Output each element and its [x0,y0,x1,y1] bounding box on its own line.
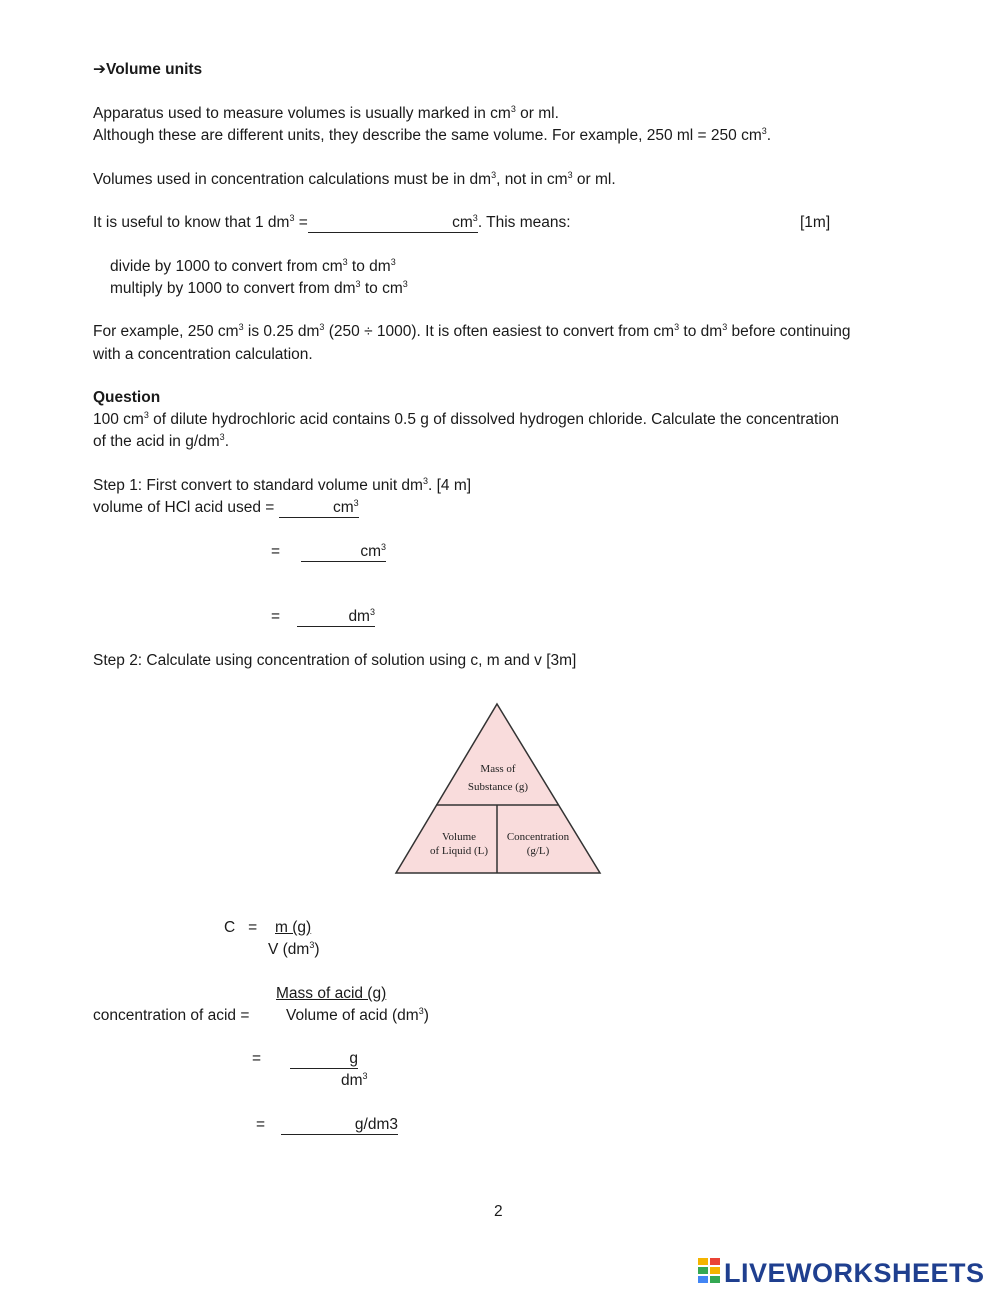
intro-line-2: Although these are different units, they describe the same volume. For example, 250 ml = 250 $cm^3$. [93,126,772,144]
formula-triangle-diagram [393,702,603,877]
useful-fact-line: It is useful to know that 1 $dm^3 = cm^3$. This means: [93,213,571,231]
question-line-1: 100 $cm^3$ of dilute hydrochloric acid contains 0.5 g of dissolved hydrogen chloride. Calculate the concentration [93,410,840,428]
logo-icon [698,1258,720,1283]
triangle-volume-label-2: of Liquid (L) [429,845,489,857]
conc-equals-3: = [256,1116,266,1133]
conc-final-line [281,1115,398,1135]
conc-numerator: Mass of acid (g) [276,985,387,1002]
step1-equals-3: = [271,608,281,625]
final-concentration-answer-blank[interactable]: g/dm3 [281,1116,398,1135]
marks-1m: [1m] [800,214,831,231]
step1-equals-2: = [271,543,281,560]
volume-cm3-answer-blank-1[interactable]: $cm^3$ [279,499,359,518]
triangle-mass-label-1: Mass of [480,763,516,775]
question-line-2: of the acid in $g/dm^3$. [93,432,229,450]
mass-g-answer-blank[interactable]: g [290,1050,358,1069]
step2-title: Step 2: Calculate using concentration of solution using c, m and v [3m] [93,652,577,669]
triangle-mass-label-2: Substance (g) [467,781,529,793]
triangle-volume-label-1: Volume [441,831,477,843]
volume-cm3-answer-blank-2[interactable]: $cm^3$ [301,543,386,562]
logo-text: LIVEWORKSHEETS [724,1258,985,1288]
step1-line-3 [297,607,375,627]
conc-fraction-numerator [290,1049,358,1069]
formula-denominator: V $(dm^3)$ [268,940,320,958]
section-heading [93,60,202,80]
conc-label: concentration of acid = [93,1007,254,1024]
triangle-concentration-label-2: (g/L) [526,845,550,857]
formula-numerator: m (g) [275,919,312,936]
dm3-to-cm3-answer-blank[interactable]: $cm^3$ [308,214,478,233]
step1-title: Step 1: First convert to standard volume unit $dm^3$. [4 m] [93,476,472,494]
conc-equals-2: = [252,1050,262,1067]
arrow-icon: ➔ [93,61,106,78]
formula-c-lhs: C = [224,919,258,936]
section-title: Volume units [106,61,203,78]
step1-line-2 [301,542,386,562]
page-number: 2 [494,1203,503,1220]
conc-denominator: Volume of acid $(dm^3)$ [286,1006,429,1024]
conversion-multiply: multiply by 1000 to convert from $dm^3$ to $cm^3$ [110,279,408,297]
example-line-2: with a concentration calculation. [93,346,313,363]
volumes-rule: Volumes used in concentration calculations must be in $dm^3$, not in $cm^3$ or ml. [93,170,616,188]
liveworksheets-logo [696,1254,996,1288]
volume-dm3-answer-blank[interactable]: $dm^3$ [297,608,375,627]
intro-line-1: Apparatus used to measure volumes is usually marked in $cm^3$ or ml. [93,104,559,122]
triangle-concentration-label-1: Concentration [506,831,570,843]
conversion-divide: divide by 1000 to convert from $cm^3$ to $dm^3$ [110,257,396,275]
step1-volume-line: volume of HCl acid used = $cm^3$ [93,498,359,516]
conc-fraction-denominator: $dm^3$ [341,1071,368,1089]
example-line-1: For example, 250 $cm^3$ is 0.25 $dm^3$ (250 ÷ 1000). It is often easiest to convert from $cm^3$ to $dm^3$ before continuing [93,322,851,340]
question-label: Question [93,389,161,406]
